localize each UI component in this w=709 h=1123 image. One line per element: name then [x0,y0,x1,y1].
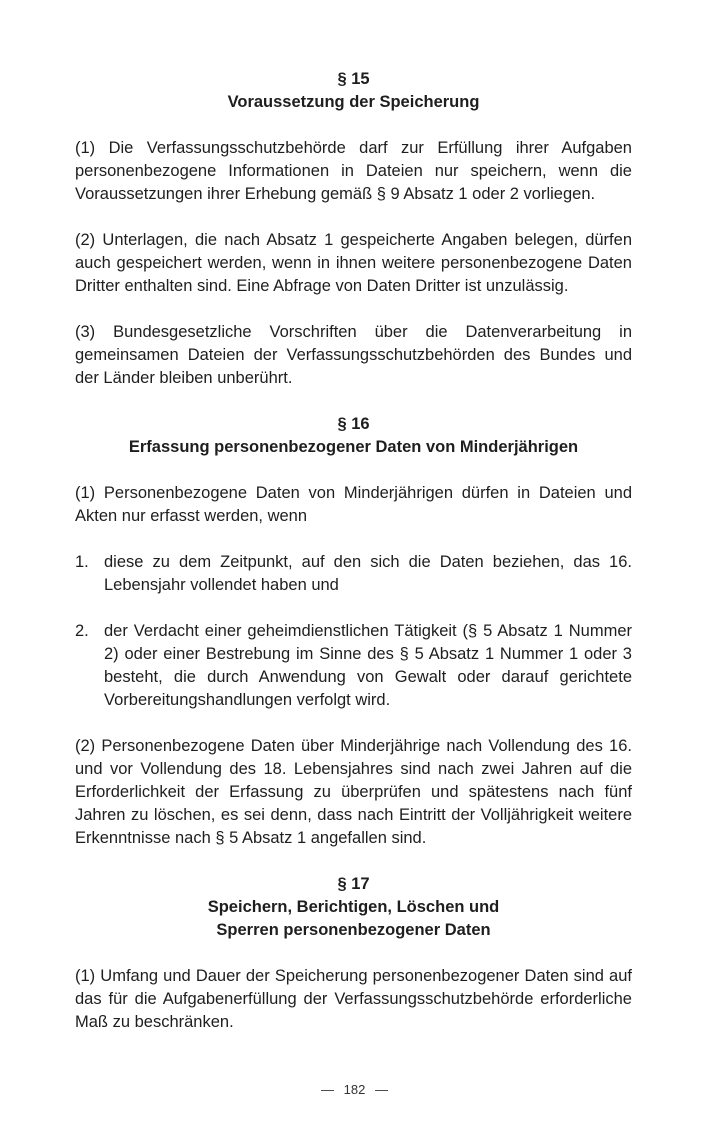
paragraph: (2) Unterlagen, die nach Absatz 1 gespeicherte Angaben belegen, dürfen auch gespeichert werden, wenn in ihnen weitere personenbezogene Daten Dritter enthalten sind. Eine Abfrage von Daten Dritter ist unzulässig. [75,231,632,295]
paragraph: (3) Bundesgesetzliche Vorschriften über die Datenverarbeitung in gemeinsamen Dateien der Verfassungsschutzbehörden des Bundes und der Länder bleiben unberührt. [75,323,632,387]
section-title: Erfassung personenbezogener Daten von Minderjährigen [128,438,579,456]
document-page [75,68,632,1034]
section-15-heading [75,68,632,114]
footer-dash-right: — [374,1082,388,1097]
list-item [75,620,632,712]
paragraph: (2) Personenbezogene Daten über Minderjährige nach Vollendung des 16. und vor Vollendung des 18. Lebensjahres sind nach zwei Jahren auf die Erforderlichkeit der Erfassung zu überprüfen und spätestens nach fünf Jahren zu löschen, es sei denn, dass nach Eintritt der Volljährigkeit weitere Erkenntnisse nach § 5 Absatz 1 angefallen sind. [75,737,632,847]
section-number: § 16 [337,415,370,433]
section-title-line-1: Speichern, Berichtigen, Löschen und [207,898,500,916]
list-text: diese zu dem Zeitpunkt, auf den sich die Daten beziehen, das 16. Lebensjahr vollendet haben und [104,553,632,594]
list-text: der Verdacht einer geheimdienstlichen Tätigkeit (§ 5 Absatz 1 Nummer 2) oder einer Bestrebung im Sinne des § 5 Absatz 1 Nummer 1 oder 3 besteht, die durch Anwendung von Gewalt oder darauf gerichtete Vorbereitungshandlungen verfolgt wird. [104,622,632,709]
page-footer [0,1081,709,1099]
list-item [75,551,632,597]
section-number: § 15 [337,70,370,88]
paragraph: (1) Die Verfassungsschutzbehörde darf zur Erfüllung ihrer Aufgaben personenbezogene Informationen in Dateien nur speichern, wenn die Voraussetzungen ihrer Erhebung gemäß § 9 Absatz 1 oder 2 vorliegen. [75,139,632,203]
footer-dash-left: — [321,1082,335,1097]
section-title-line-2: Sperren personenbezogener Daten [216,921,491,939]
section-17-heading [75,873,632,942]
paragraph: (1) Personenbezogene Daten von Minderjährigen dürfen in Dateien und Akten nur erfasst werden, wenn [75,484,632,525]
section-title: Voraussetzung der Speicherung [227,93,480,111]
section-16-heading [75,413,632,459]
section-number: § 17 [337,875,370,893]
list-number: 1. [75,553,89,571]
list-number: 2. [75,622,89,640]
page-number: 182 [343,1082,366,1097]
paragraph: (1) Umfang und Dauer der Speicherung personenbezogener Daten sind auf das für die Aufgabenerfüllung der Verfassungsschutzbehörde erforderliche Maß zu beschränken. [75,967,632,1031]
